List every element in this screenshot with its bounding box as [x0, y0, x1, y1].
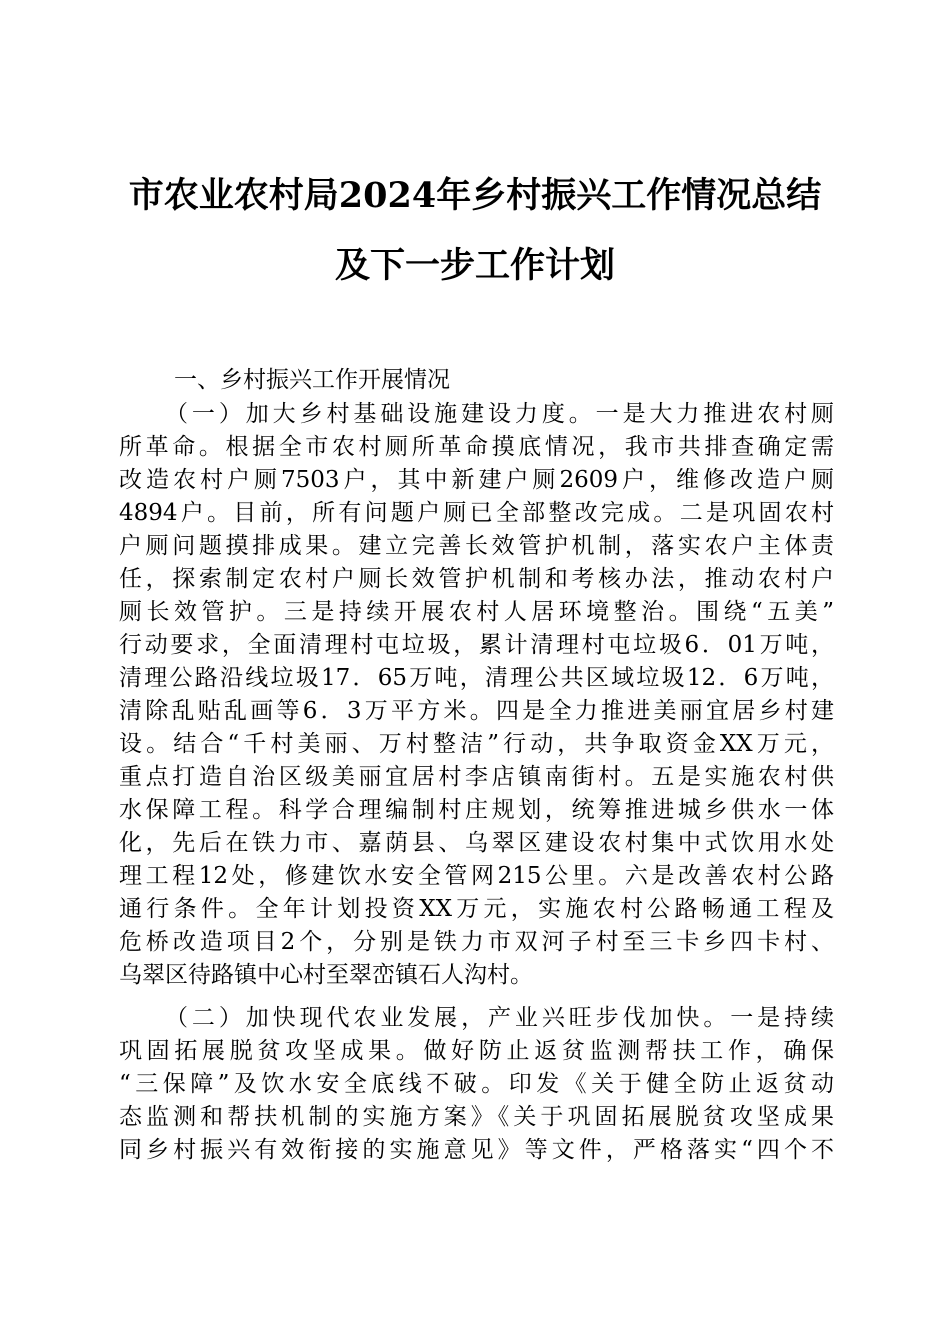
paragraph-line: 通行条件。全年计划投资XX万元，实施农村公路畅通工程及	[119, 896, 834, 922]
paragraph-line: 危桥改造项目2个，分别是铁力市双河子村至三卡乡四卡村、	[119, 929, 834, 955]
paragraph-line: （一）加大乡村基础设施建设力度。一是大力推进农村厕	[165, 401, 834, 427]
paragraph-line: 态监测和帮扶机制的实施方案》《关于巩固拓展脱贫攻坚成果	[119, 1104, 834, 1130]
paragraph-line: 厕长效管护。三是持续开展农村人居环境整治。围绕“五美”	[119, 599, 834, 625]
paragraph-line: 所革命。根据全市农村厕所革命摸底情况，我市共排查确定需	[119, 434, 834, 460]
paragraph-line: 改造农村户厕7503户，其中新建户厕2609户，维修改造户厕	[119, 467, 834, 493]
paragraph-line: 清理公路沿线垃圾17．65万吨，清理公共区域垃圾12．6万吨，	[119, 665, 834, 691]
paragraph-line: （二）加快现代农业发展，产业兴旺步伐加快。一是持续	[165, 1005, 834, 1031]
section-heading: 一、乡村振兴工作开展情况	[174, 367, 450, 393]
document-title-line-2: 及下一步工作计划	[334, 245, 615, 286]
document-title-line-1: 市农业农村局2024年乡村振兴工作情况总结	[128, 175, 822, 216]
paragraph-line: 化，先后在铁力市、嘉荫县、乌翠区建设农村集中式饮用水处	[119, 830, 834, 856]
paragraph-line: 水保障工程。科学合理编制村庄规划，统筹推进城乡供水一体	[119, 797, 834, 823]
paragraph-line: 乌翠区待路镇中心村至翠峦镇石人沟村。	[119, 962, 533, 988]
paragraph-line: 重点打造自治区级美丽宜居村李店镇南街村。五是实施农村供	[119, 764, 834, 790]
paragraph-line: 户厕问题摸排成果。建立完善长效管护机制，落实农户主体责	[119, 533, 834, 559]
paragraph-line: 理工程12处，修建饮水安全管网215公里。六是改善农村公路	[119, 863, 834, 889]
paragraph-line: 任，探索制定农村户厕长效管护机制和考核办法，推动农村户	[119, 566, 834, 592]
paragraph-line: 巩固拓展脱贫攻坚成果。做好防止返贫监测帮扶工作，确保	[119, 1038, 834, 1064]
paragraph-line: 设。结合“千村美丽、万村整洁”行动，共争取资金XX万元，	[119, 731, 834, 757]
paragraph-line: 清除乱贴乱画等6．3万平方米。四是全力推进美丽宜居乡村建	[119, 698, 834, 724]
paragraph-line: 行动要求，全面清理村屯垃圾，累计清理村屯垃圾6．01万吨，	[119, 632, 834, 658]
paragraph-line: 同乡村振兴有效衔接的实施意见》等文件，严格落实“四个不	[119, 1137, 834, 1163]
paragraph-line: 4894户。目前，所有问题户厕已全部整改完成。二是巩固农村	[119, 500, 834, 526]
paragraph-line: “三保障”及饮水安全底线不破。印发《关于健全防止返贫动	[119, 1071, 834, 1097]
